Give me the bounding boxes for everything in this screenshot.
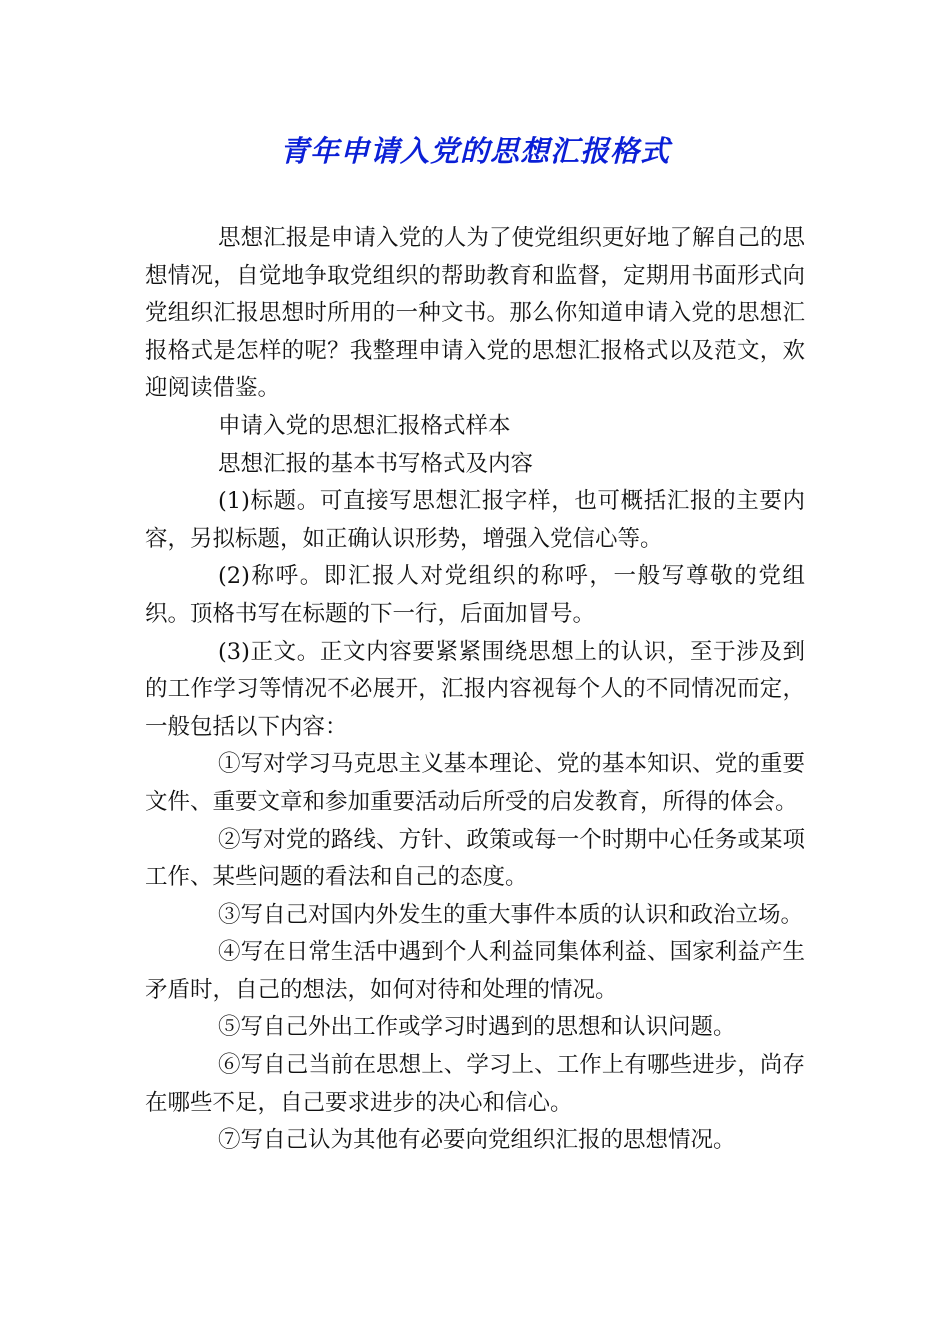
document-body — [145, 220, 805, 1160]
paragraph-point-2: ②写对党的路线、方针、政策或每一个时期中心任务或某项工作、某些问题的看法和自己的态度。 — [145, 826, 805, 891]
paragraph-point-1: ①写对学习马克思主义基本理论、党的基本知识、党的重要文件、重要文章和参加重要活动后所受的启发教育，所得的体会。 — [145, 751, 805, 815]
paragraph-point-7: ⑦写自己认为其他有必要向党组织汇报的思想情况。 — [218, 1127, 736, 1154]
paragraph-item-body: (3)正文。正文内容要紧紧围绕思想上的认识，至于涉及到的工作学习等情况不必展开，汇报内容视每个人的不同情况而定，一般包括以下内容： — [145, 638, 805, 740]
paragraph-sample-heading: 申请入党的思想汇报格式样本 — [218, 412, 511, 439]
paragraph-point-4: ④写在日常生活中遇到个人利益同集体利益、国家利益产生矛盾时，自己的想法，如何对待和处理的情况。 — [145, 939, 805, 1003]
paragraph-intro: 思想汇报是申请入党的人为了使党组织更好地了解自己的思想情况，自觉地争取党组织的帮助教育和监督，定期用书面形式向党组织汇报思想时所用的一种文书。那么你知道申请入党的思想汇报格式是怎样的呢？我整理申请入党的思想汇报格式以及范文，欢迎阅读借鉴。 — [145, 225, 805, 402]
paragraph-item-title: (1)标题。可直接写思想汇报字样，也可概括汇报的主要内容，另拟标题，如正确认识形势，增强入党信心等。 — [145, 488, 805, 552]
paragraph-point-3: ③写自己对国内外发生的重大事件本质的认识和政治立场。 — [218, 901, 804, 928]
paragraph-format-heading: 思想汇报的基本书写格式及内容 — [218, 450, 534, 477]
paragraph-point-6: ⑥写自己当前在思想上、学习上、工作上有哪些进步，尚存在哪些不足，自己要求进步的决心和信心。 — [145, 1052, 805, 1116]
paragraph-point-5: ⑤写自己外出工作或学习时遇到的思想和认识问题。 — [218, 1014, 736, 1041]
document-title: 青年申请入党的思想汇报格式 — [279, 134, 670, 168]
paragraph-item-salutation: (2)称呼。即汇报人对党组织的称呼，一般写尊敬的党组织。顶格书写在标题的下一行，后面加冒号。 — [145, 563, 805, 627]
